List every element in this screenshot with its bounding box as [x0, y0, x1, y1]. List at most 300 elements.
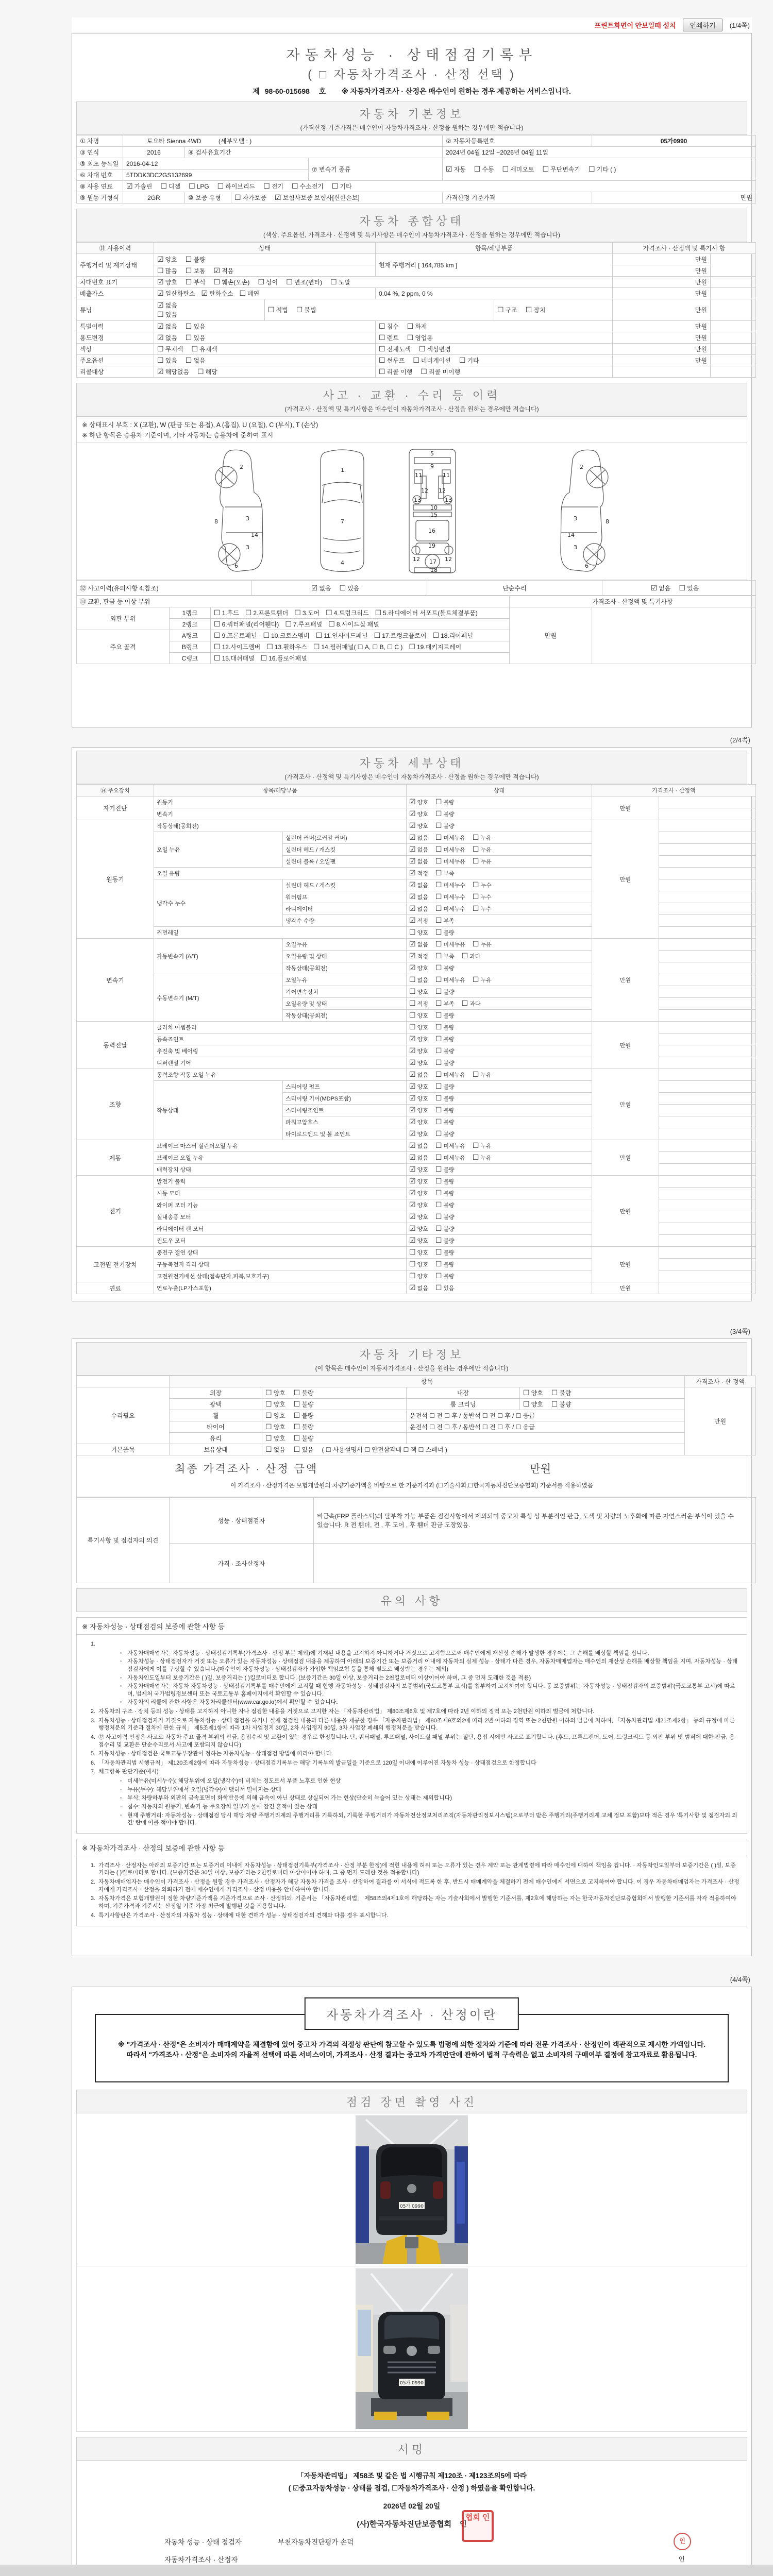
checkbox-unchecked-icon[interactable]: ☐ — [435, 1283, 442, 1292]
checkbox-unchecked-icon[interactable]: ☐ — [260, 654, 267, 662]
checkbox-option[interactable] — [473, 905, 492, 913]
checkbox-option[interactable] — [497, 306, 517, 314]
checkbox-option[interactable] — [285, 620, 322, 629]
checkbox-checked-icon[interactable]: ☑ — [409, 1106, 416, 1114]
checkbox-option[interactable] — [473, 834, 492, 842]
checkbox-unchecked-icon[interactable]: ☐ — [497, 306, 504, 314]
checkbox-unchecked-icon[interactable]: ☐ — [435, 1153, 442, 1161]
checkbox-option[interactable] — [409, 1165, 428, 1174]
checkbox-option[interactable] — [419, 345, 451, 353]
checkbox-unchecked-icon[interactable]: ☐ — [435, 869, 442, 877]
checkbox-unchecked-icon[interactable]: ☐ — [679, 583, 686, 592]
checkbox-checked-icon[interactable]: ☑ — [409, 880, 416, 889]
checkbox-option[interactable] — [409, 857, 428, 866]
checkbox-unchecked-icon[interactable]: ☐ — [435, 809, 442, 818]
checkbox-checked-icon[interactable]: ☑ — [409, 1236, 416, 1244]
checkbox-unchecked-icon[interactable]: ☐ — [263, 631, 270, 639]
checkbox-unchecked-icon[interactable]: ☐ — [185, 333, 192, 342]
print-install-link[interactable]: 프린트화면이 안보일때 설치 — [594, 21, 676, 29]
checkbox-unchecked-icon[interactable]: ☐ — [374, 631, 381, 639]
checkbox-option[interactable] — [435, 928, 455, 937]
checkbox-checked-icon[interactable]: ☑ — [409, 1283, 416, 1292]
checkbox-unchecked-icon[interactable]: ☐ — [435, 1011, 442, 1019]
checkbox-option[interactable] — [157, 289, 195, 298]
checkbox-option[interactable] — [435, 1248, 455, 1257]
checkbox-checked-icon[interactable]: ☑ — [157, 255, 164, 263]
checkbox-option[interactable] — [263, 631, 310, 640]
checkbox-unchecked-icon[interactable]: ☐ — [474, 165, 481, 173]
checkbox-unchecked-icon[interactable]: ☐ — [435, 1082, 442, 1090]
checkbox-option[interactable] — [435, 905, 465, 913]
checkbox-unchecked-icon[interactable]: ☐ — [409, 1011, 416, 1019]
checkbox-unchecked-icon[interactable]: ☐ — [296, 306, 303, 314]
checkbox-option[interactable] — [214, 620, 279, 629]
checkbox-option[interactable] — [435, 1082, 455, 1091]
checkbox-checked-icon[interactable]: ☑ — [409, 1153, 416, 1161]
checkbox-unchecked-icon[interactable]: ☐ — [472, 833, 479, 841]
checkbox-option[interactable] — [409, 822, 428, 830]
checkbox-option[interactable] — [157, 345, 183, 353]
checkbox-unchecked-icon[interactable]: ☐ — [265, 1411, 272, 1419]
checkbox-option[interactable] — [157, 255, 177, 264]
checkbox-checked-icon[interactable]: ☑ — [409, 892, 416, 901]
checkbox-unchecked-icon[interactable]: ☐ — [157, 356, 164, 364]
checkbox-checked-icon[interactable]: ☑ — [409, 904, 416, 912]
checkbox-option[interactable] — [409, 1272, 428, 1280]
checkbox-option[interactable] — [217, 182, 256, 191]
checkbox-unchecked-icon[interactable]: ☐ — [472, 857, 479, 865]
checkbox-unchecked-icon[interactable]: ☐ — [185, 356, 192, 364]
checkbox-option[interactable] — [409, 1130, 428, 1138]
checkbox-unchecked-icon[interactable]: ☐ — [409, 1272, 416, 1280]
checkbox-unchecked-icon[interactable]: ☐ — [435, 1094, 442, 1102]
checkbox-checked-icon[interactable]: ☑ — [409, 952, 416, 960]
checkbox-unchecked-icon[interactable]: ☐ — [472, 892, 479, 901]
checkbox-option[interactable] — [186, 333, 206, 342]
checkbox-option[interactable] — [239, 289, 259, 298]
checkbox-unchecked-icon[interactable]: ☐ — [435, 1189, 442, 1197]
checkbox-option[interactable] — [294, 1422, 314, 1431]
checkbox-option[interactable] — [409, 917, 428, 925]
checkbox-option[interactable] — [294, 1388, 314, 1397]
checkbox-option[interactable] — [294, 1411, 314, 1420]
checkbox-option[interactable] — [435, 1047, 455, 1055]
checkbox-option[interactable] — [375, 608, 478, 617]
checkbox-unchecked-icon[interactable]: ☐ — [239, 289, 246, 297]
checkbox-checked-icon[interactable]: ☑ — [409, 1141, 416, 1149]
checkbox-checked-icon[interactable]: ☑ — [650, 583, 658, 592]
checkbox-option[interactable] — [432, 631, 473, 640]
checkbox-unchecked-icon[interactable]: ☐ — [435, 1260, 442, 1268]
checkbox-unchecked-icon[interactable]: ☐ — [379, 345, 385, 353]
checkbox-unchecked-icon[interactable]: ☐ — [472, 1153, 479, 1161]
checkbox-checked-icon[interactable]: ☑ — [126, 182, 133, 190]
checkbox-unchecked-icon[interactable]: ☐ — [315, 631, 323, 639]
checkbox-option[interactable] — [435, 834, 465, 842]
checkbox-option[interactable] — [379, 356, 405, 365]
checkbox-option[interactable] — [379, 345, 411, 353]
checkbox-unchecked-icon[interactable]: ☐ — [375, 608, 382, 617]
checkbox-option[interactable] — [679, 584, 699, 592]
checkbox-unchecked-icon[interactable]: ☐ — [214, 631, 221, 639]
checkbox-option[interactable] — [462, 952, 481, 960]
checkbox-unchecked-icon[interactable]: ☐ — [435, 1058, 442, 1066]
checkbox-unchecked-icon[interactable]: ☐ — [525, 306, 532, 314]
checkbox-checked-icon[interactable]: ☑ — [409, 1117, 416, 1126]
checkbox-option[interactable] — [409, 1023, 428, 1031]
checkbox-option[interactable] — [435, 1213, 455, 1221]
checkbox-unchecked-icon[interactable]: ☐ — [266, 642, 273, 651]
checkbox-option[interactable] — [435, 822, 455, 830]
checkbox-option[interactable] — [435, 940, 465, 948]
checkbox-option[interactable] — [435, 1035, 455, 1043]
checkbox-checked-icon[interactable]: ☑ — [409, 1082, 416, 1090]
checkbox-option[interactable] — [409, 999, 428, 1008]
checkbox-option[interactable] — [435, 917, 455, 925]
checkbox-unchecked-icon[interactable]: ☐ — [435, 904, 442, 912]
checkbox-option[interactable] — [294, 1400, 314, 1409]
checkbox-option[interactable] — [409, 881, 428, 889]
checkbox-option[interactable] — [502, 165, 534, 174]
checkbox-unchecked-icon[interactable]: ☐ — [245, 608, 252, 617]
checkbox-option[interactable] — [328, 620, 379, 629]
checkbox-option[interactable] — [409, 1094, 428, 1103]
checkbox-option[interactable] — [261, 654, 307, 663]
checkbox-unchecked-icon[interactable]: ☐ — [435, 1236, 442, 1244]
checkbox-checked-icon[interactable]: ☑ — [409, 869, 416, 877]
checkbox-option[interactable] — [265, 1400, 285, 1409]
checkbox-option[interactable] — [409, 1035, 428, 1043]
checkbox-unchecked-icon[interactable]: ☐ — [234, 193, 241, 201]
checkbox-option[interactable] — [435, 952, 455, 960]
checkbox-unchecked-icon[interactable]: ☐ — [472, 1070, 479, 1078]
checkbox-unchecked-icon[interactable]: ☐ — [435, 1141, 442, 1149]
checkbox-unchecked-icon[interactable]: ☐ — [185, 322, 192, 330]
checkbox-option[interactable] — [407, 333, 433, 342]
checkbox-unchecked-icon[interactable]: ☐ — [409, 642, 415, 651]
checkbox-unchecked-icon[interactable]: ☐ — [435, 987, 442, 995]
checkbox-unchecked-icon[interactable]: ☐ — [551, 1400, 558, 1408]
checkbox-unchecked-icon[interactable]: ☐ — [523, 1400, 530, 1408]
checkbox-unchecked-icon[interactable]: ☐ — [418, 345, 426, 353]
checkbox-unchecked-icon[interactable]: ☐ — [286, 278, 293, 286]
checkbox-option[interactable] — [435, 857, 465, 866]
print-button[interactable]: 인쇄하기 — [683, 19, 722, 31]
checkbox-option[interactable] — [186, 356, 206, 365]
checkbox-checked-icon[interactable]: ☑ — [409, 1046, 416, 1055]
checkbox-unchecked-icon[interactable]: ☐ — [291, 182, 298, 190]
checkbox-checked-icon[interactable]: ☑ — [274, 193, 281, 201]
checkbox-option[interactable] — [214, 266, 234, 275]
checkbox-option[interactable] — [157, 278, 177, 286]
checkbox-unchecked-icon[interactable]: ☐ — [435, 821, 442, 829]
checkbox-option[interactable] — [435, 1260, 455, 1268]
checkbox-checked-icon[interactable]: ☑ — [409, 1165, 416, 1173]
checkbox-unchecked-icon[interactable]: ☐ — [330, 278, 337, 286]
checkbox-option[interactable] — [157, 322, 177, 331]
checkbox-unchecked-icon[interactable]: ☐ — [435, 845, 442, 853]
checkbox-option[interactable] — [201, 289, 233, 298]
checkbox-unchecked-icon[interactable]: ☐ — [157, 266, 164, 275]
checkbox-unchecked-icon[interactable]: ☐ — [542, 165, 549, 173]
checkbox-unchecked-icon[interactable]: ☐ — [339, 583, 346, 592]
checkbox-option[interactable] — [265, 1411, 285, 1420]
checkbox-option[interactable] — [157, 310, 261, 319]
checkbox-unchecked-icon[interactable]: ☐ — [435, 1248, 442, 1256]
checkbox-checked-icon[interactable]: ☑ — [409, 798, 416, 806]
checkbox-option[interactable] — [435, 798, 455, 806]
checkbox-option[interactable] — [265, 1422, 285, 1431]
checkbox-checked-icon[interactable]: ☑ — [409, 845, 416, 853]
checkbox-checked-icon[interactable]: ☑ — [409, 857, 416, 865]
checkbox-option[interactable] — [409, 964, 428, 972]
checkbox-option[interactable] — [409, 642, 461, 651]
checkbox-option[interactable] — [374, 631, 427, 640]
checkbox-option[interactable] — [409, 810, 428, 818]
checkbox-unchecked-icon[interactable]: ☐ — [293, 1388, 300, 1397]
checkbox-unchecked-icon[interactable]: ☐ — [435, 1106, 442, 1114]
checkbox-option[interactable] — [435, 1023, 455, 1031]
checkbox-unchecked-icon[interactable]: ☐ — [523, 1388, 530, 1397]
checkbox-option[interactable] — [413, 356, 451, 365]
checkbox-checked-icon[interactable]: ☑ — [446, 165, 452, 173]
checkbox-option[interactable] — [409, 1260, 428, 1268]
checkbox-option[interactable] — [409, 1142, 428, 1150]
checkbox-checked-icon[interactable]: ☑ — [409, 1035, 416, 1043]
checkbox-unchecked-icon[interactable]: ☐ — [407, 322, 414, 330]
checkbox-option[interactable] — [294, 1445, 314, 1454]
checkbox-option[interactable] — [160, 182, 180, 191]
checkbox-unchecked-icon[interactable]: ☐ — [435, 975, 442, 984]
checkbox-option[interactable] — [409, 893, 428, 901]
checkbox-unchecked-icon[interactable]: ☐ — [435, 1200, 442, 1209]
checkbox-unchecked-icon[interactable]: ☐ — [472, 904, 479, 912]
checkbox-unchecked-icon[interactable]: ☐ — [409, 1023, 416, 1031]
checkbox-option[interactable] — [435, 976, 465, 984]
checkbox-option[interactable] — [435, 1284, 455, 1292]
checkbox-unchecked-icon[interactable]: ☐ — [409, 987, 416, 995]
checkbox-unchecked-icon[interactable]: ☐ — [461, 999, 468, 1007]
checkbox-option[interactable] — [286, 278, 322, 286]
checkbox-option[interactable] — [409, 1236, 428, 1245]
checkbox-option[interactable] — [265, 1434, 285, 1443]
checkbox-option[interactable] — [474, 165, 494, 174]
checkbox-option[interactable] — [409, 1177, 428, 1185]
checkbox-option[interactable] — [191, 345, 217, 353]
checkbox-option[interactable] — [409, 1248, 428, 1257]
checkbox-unchecked-icon[interactable]: ☐ — [435, 928, 442, 936]
checkbox-checked-icon[interactable]: ☑ — [409, 809, 416, 818]
checkbox-unchecked-icon[interactable]: ☐ — [421, 367, 427, 376]
checkbox-option[interactable] — [332, 182, 352, 191]
checkbox-unchecked-icon[interactable]: ☐ — [435, 1177, 442, 1185]
checkbox-unchecked-icon[interactable]: ☐ — [157, 310, 164, 318]
checkbox-option[interactable] — [258, 278, 278, 286]
checkbox-option[interactable] — [296, 306, 316, 314]
checkbox-option[interactable] — [313, 642, 403, 651]
checkbox-unchecked-icon[interactable]: ☐ — [379, 356, 385, 364]
checkbox-unchecked-icon[interactable]: ☐ — [285, 620, 292, 628]
checkbox-unchecked-icon[interactable]: ☐ — [435, 798, 442, 806]
checkbox-option[interactable] — [651, 584, 671, 592]
checkbox-unchecked-icon[interactable]: ☐ — [435, 916, 442, 924]
checkbox-unchecked-icon[interactable]: ☐ — [435, 952, 442, 960]
checkbox-option[interactable] — [379, 322, 399, 331]
checkbox-checked-icon[interactable]: ☑ — [409, 1070, 416, 1078]
checkbox-unchecked-icon[interactable]: ☐ — [435, 1272, 442, 1280]
checkbox-unchecked-icon[interactable]: ☐ — [328, 620, 335, 628]
checkbox-option[interactable] — [409, 1071, 428, 1079]
checkbox-unchecked-icon[interactable]: ☐ — [435, 1212, 442, 1221]
checkbox-unchecked-icon[interactable]: ☐ — [435, 999, 442, 1007]
checkbox-option[interactable] — [462, 999, 481, 1008]
checkbox-option[interactable] — [186, 255, 206, 264]
checkbox-option[interactable] — [473, 940, 492, 948]
checkbox-checked-icon[interactable]: ☑ — [409, 1058, 416, 1066]
checkbox-option[interactable] — [214, 631, 257, 640]
checkbox-unchecked-icon[interactable]: ☐ — [265, 1388, 272, 1397]
checkbox-unchecked-icon[interactable]: ☐ — [413, 356, 419, 364]
checkbox-option[interactable] — [340, 584, 360, 592]
checkbox-option[interactable] — [421, 367, 460, 376]
checkbox-option[interactable] — [409, 1011, 428, 1020]
checkbox-option[interactable] — [409, 1213, 428, 1221]
checkbox-unchecked-icon[interactable]: ☐ — [313, 642, 320, 651]
checkbox-option[interactable] — [409, 798, 428, 806]
checkbox-option[interactable] — [435, 810, 455, 818]
checkbox-option[interactable] — [189, 182, 209, 190]
checkbox-unchecked-icon[interactable]: ☐ — [435, 892, 442, 901]
checkbox-unchecked-icon[interactable]: ☐ — [379, 322, 385, 330]
checkbox-option[interactable] — [409, 905, 428, 913]
checkbox-option[interactable] — [294, 608, 320, 617]
checkbox-option[interactable] — [409, 834, 428, 842]
checkbox-option[interactable] — [330, 278, 350, 286]
checkbox-unchecked-icon[interactable]: ☐ — [407, 333, 414, 342]
checkbox-option[interactable] — [435, 845, 465, 854]
checkbox-option[interactable] — [435, 1142, 465, 1150]
checkbox-option[interactable] — [326, 608, 369, 617]
checkbox-unchecked-icon[interactable]: ☐ — [293, 1445, 300, 1453]
checkbox-option[interactable] — [409, 1082, 428, 1091]
checkbox-option[interactable] — [473, 893, 492, 901]
checkbox-option[interactable] — [435, 1059, 455, 1067]
checkbox-unchecked-icon[interactable]: ☐ — [214, 608, 221, 617]
checkbox-unchecked-icon[interactable]: ☐ — [472, 845, 479, 853]
checkbox-unchecked-icon[interactable]: ☐ — [435, 857, 442, 865]
checkbox-unchecked-icon[interactable]: ☐ — [265, 1400, 272, 1408]
checkbox-unchecked-icon[interactable]: ☐ — [214, 620, 221, 628]
checkbox-option[interactable] — [435, 1106, 455, 1114]
checkbox-option[interactable] — [409, 976, 428, 984]
checkbox-option[interactable] — [268, 306, 288, 314]
checkbox-option[interactable] — [409, 1059, 428, 1067]
checkbox-unchecked-icon[interactable]: ☐ — [409, 1248, 416, 1256]
checkbox-unchecked-icon[interactable]: ☐ — [435, 1023, 442, 1031]
checkbox-checked-icon[interactable]: ☑ — [409, 1177, 416, 1185]
checkbox-option[interactable] — [435, 1154, 465, 1162]
checkbox-checked-icon[interactable]: ☑ — [201, 289, 208, 297]
checkbox-option[interactable] — [266, 642, 307, 651]
checkbox-option[interactable] — [409, 1047, 428, 1055]
checkbox-option[interactable] — [157, 266, 177, 275]
checkbox-option[interactable] — [435, 893, 465, 901]
checkbox-unchecked-icon[interactable]: ☐ — [435, 880, 442, 889]
checkbox-option[interactable] — [157, 367, 189, 376]
checkbox-checked-icon[interactable]: ☑ — [409, 1189, 416, 1197]
checkbox-option[interactable] — [316, 631, 368, 640]
checkbox-option[interactable] — [435, 1094, 455, 1103]
checkbox-option[interactable] — [435, 1225, 455, 1233]
checkbox-option[interactable] — [214, 608, 239, 617]
checkbox-unchecked-icon[interactable]: ☐ — [326, 608, 332, 617]
checkbox-unchecked-icon[interactable]: ☐ — [409, 1260, 416, 1268]
checkbox-checked-icon[interactable]: ☑ — [409, 1224, 416, 1232]
checkbox-option[interactable] — [186, 278, 206, 286]
checkbox-checked-icon[interactable]: ☑ — [409, 1200, 416, 1209]
checkbox-option[interactable] — [265, 1445, 285, 1454]
checkbox-unchecked-icon[interactable]: ☐ — [214, 642, 221, 651]
checkbox-option[interactable] — [435, 1272, 455, 1280]
checkbox-unchecked-icon[interactable]: ☐ — [472, 975, 479, 984]
checkbox-option[interactable] — [435, 1130, 455, 1138]
checkbox-unchecked-icon[interactable]: ☐ — [459, 356, 466, 364]
checkbox-option[interactable] — [197, 367, 217, 376]
checkbox-unchecked-icon[interactable]: ☐ — [409, 975, 416, 984]
checkbox-unchecked-icon[interactable]: ☐ — [435, 1070, 442, 1078]
checkbox-unchecked-icon[interactable]: ☐ — [293, 1411, 300, 1419]
checkbox-unchecked-icon[interactable]: ☐ — [435, 833, 442, 841]
checkbox-unchecked-icon[interactable]: ☐ — [217, 182, 224, 190]
checkbox-option[interactable] — [409, 1189, 428, 1197]
checkbox-checked-icon[interactable]: ☑ — [157, 367, 164, 376]
checkbox-option[interactable] — [409, 1284, 428, 1292]
checkbox-option[interactable] — [435, 1118, 455, 1126]
checkbox-unchecked-icon[interactable]: ☐ — [293, 1400, 300, 1408]
checkbox-option[interactable] — [435, 999, 455, 1008]
checkbox-unchecked-icon[interactable]: ☐ — [197, 367, 204, 376]
checkbox-option[interactable] — [409, 845, 428, 854]
checkbox-option[interactable] — [126, 182, 152, 191]
checkbox-unchecked-icon[interactable]: ☐ — [157, 345, 164, 353]
checkbox-option[interactable] — [473, 857, 492, 866]
checkbox-option[interactable] — [435, 1071, 465, 1079]
checkbox-unchecked-icon[interactable]: ☐ — [213, 278, 221, 286]
checkbox-option[interactable] — [265, 1388, 285, 1397]
checkbox-option[interactable] — [409, 869, 428, 877]
checkbox-unchecked-icon[interactable]: ☐ — [293, 1434, 300, 1442]
checkbox-option[interactable] — [214, 642, 260, 651]
checkbox-unchecked-icon[interactable]: ☐ — [435, 1035, 442, 1043]
checkbox-checked-icon[interactable]: ☑ — [157, 322, 164, 330]
checkbox-option[interactable] — [435, 869, 455, 877]
checkbox-option[interactable] — [409, 1106, 428, 1114]
checkbox-unchecked-icon[interactable]: ☐ — [265, 1445, 272, 1453]
checkbox-option[interactable] — [409, 1118, 428, 1126]
checkbox-unchecked-icon[interactable]: ☐ — [268, 306, 275, 314]
checkbox-unchecked-icon[interactable]: ☐ — [435, 940, 442, 948]
checkbox-checked-icon[interactable]: ☑ — [157, 278, 164, 286]
checkbox-option[interactable] — [435, 1201, 455, 1209]
checkbox-checked-icon[interactable]: ☑ — [409, 963, 416, 972]
checkbox-option[interactable] — [186, 322, 206, 331]
checkbox-option[interactable] — [435, 1011, 455, 1020]
checkbox-unchecked-icon[interactable]: ☐ — [160, 182, 167, 190]
checkbox-option[interactable] — [473, 845, 492, 854]
checkbox-option[interactable] — [435, 964, 455, 972]
checkbox-option[interactable] — [263, 182, 283, 191]
checkbox-unchecked-icon[interactable]: ☐ — [472, 880, 479, 889]
